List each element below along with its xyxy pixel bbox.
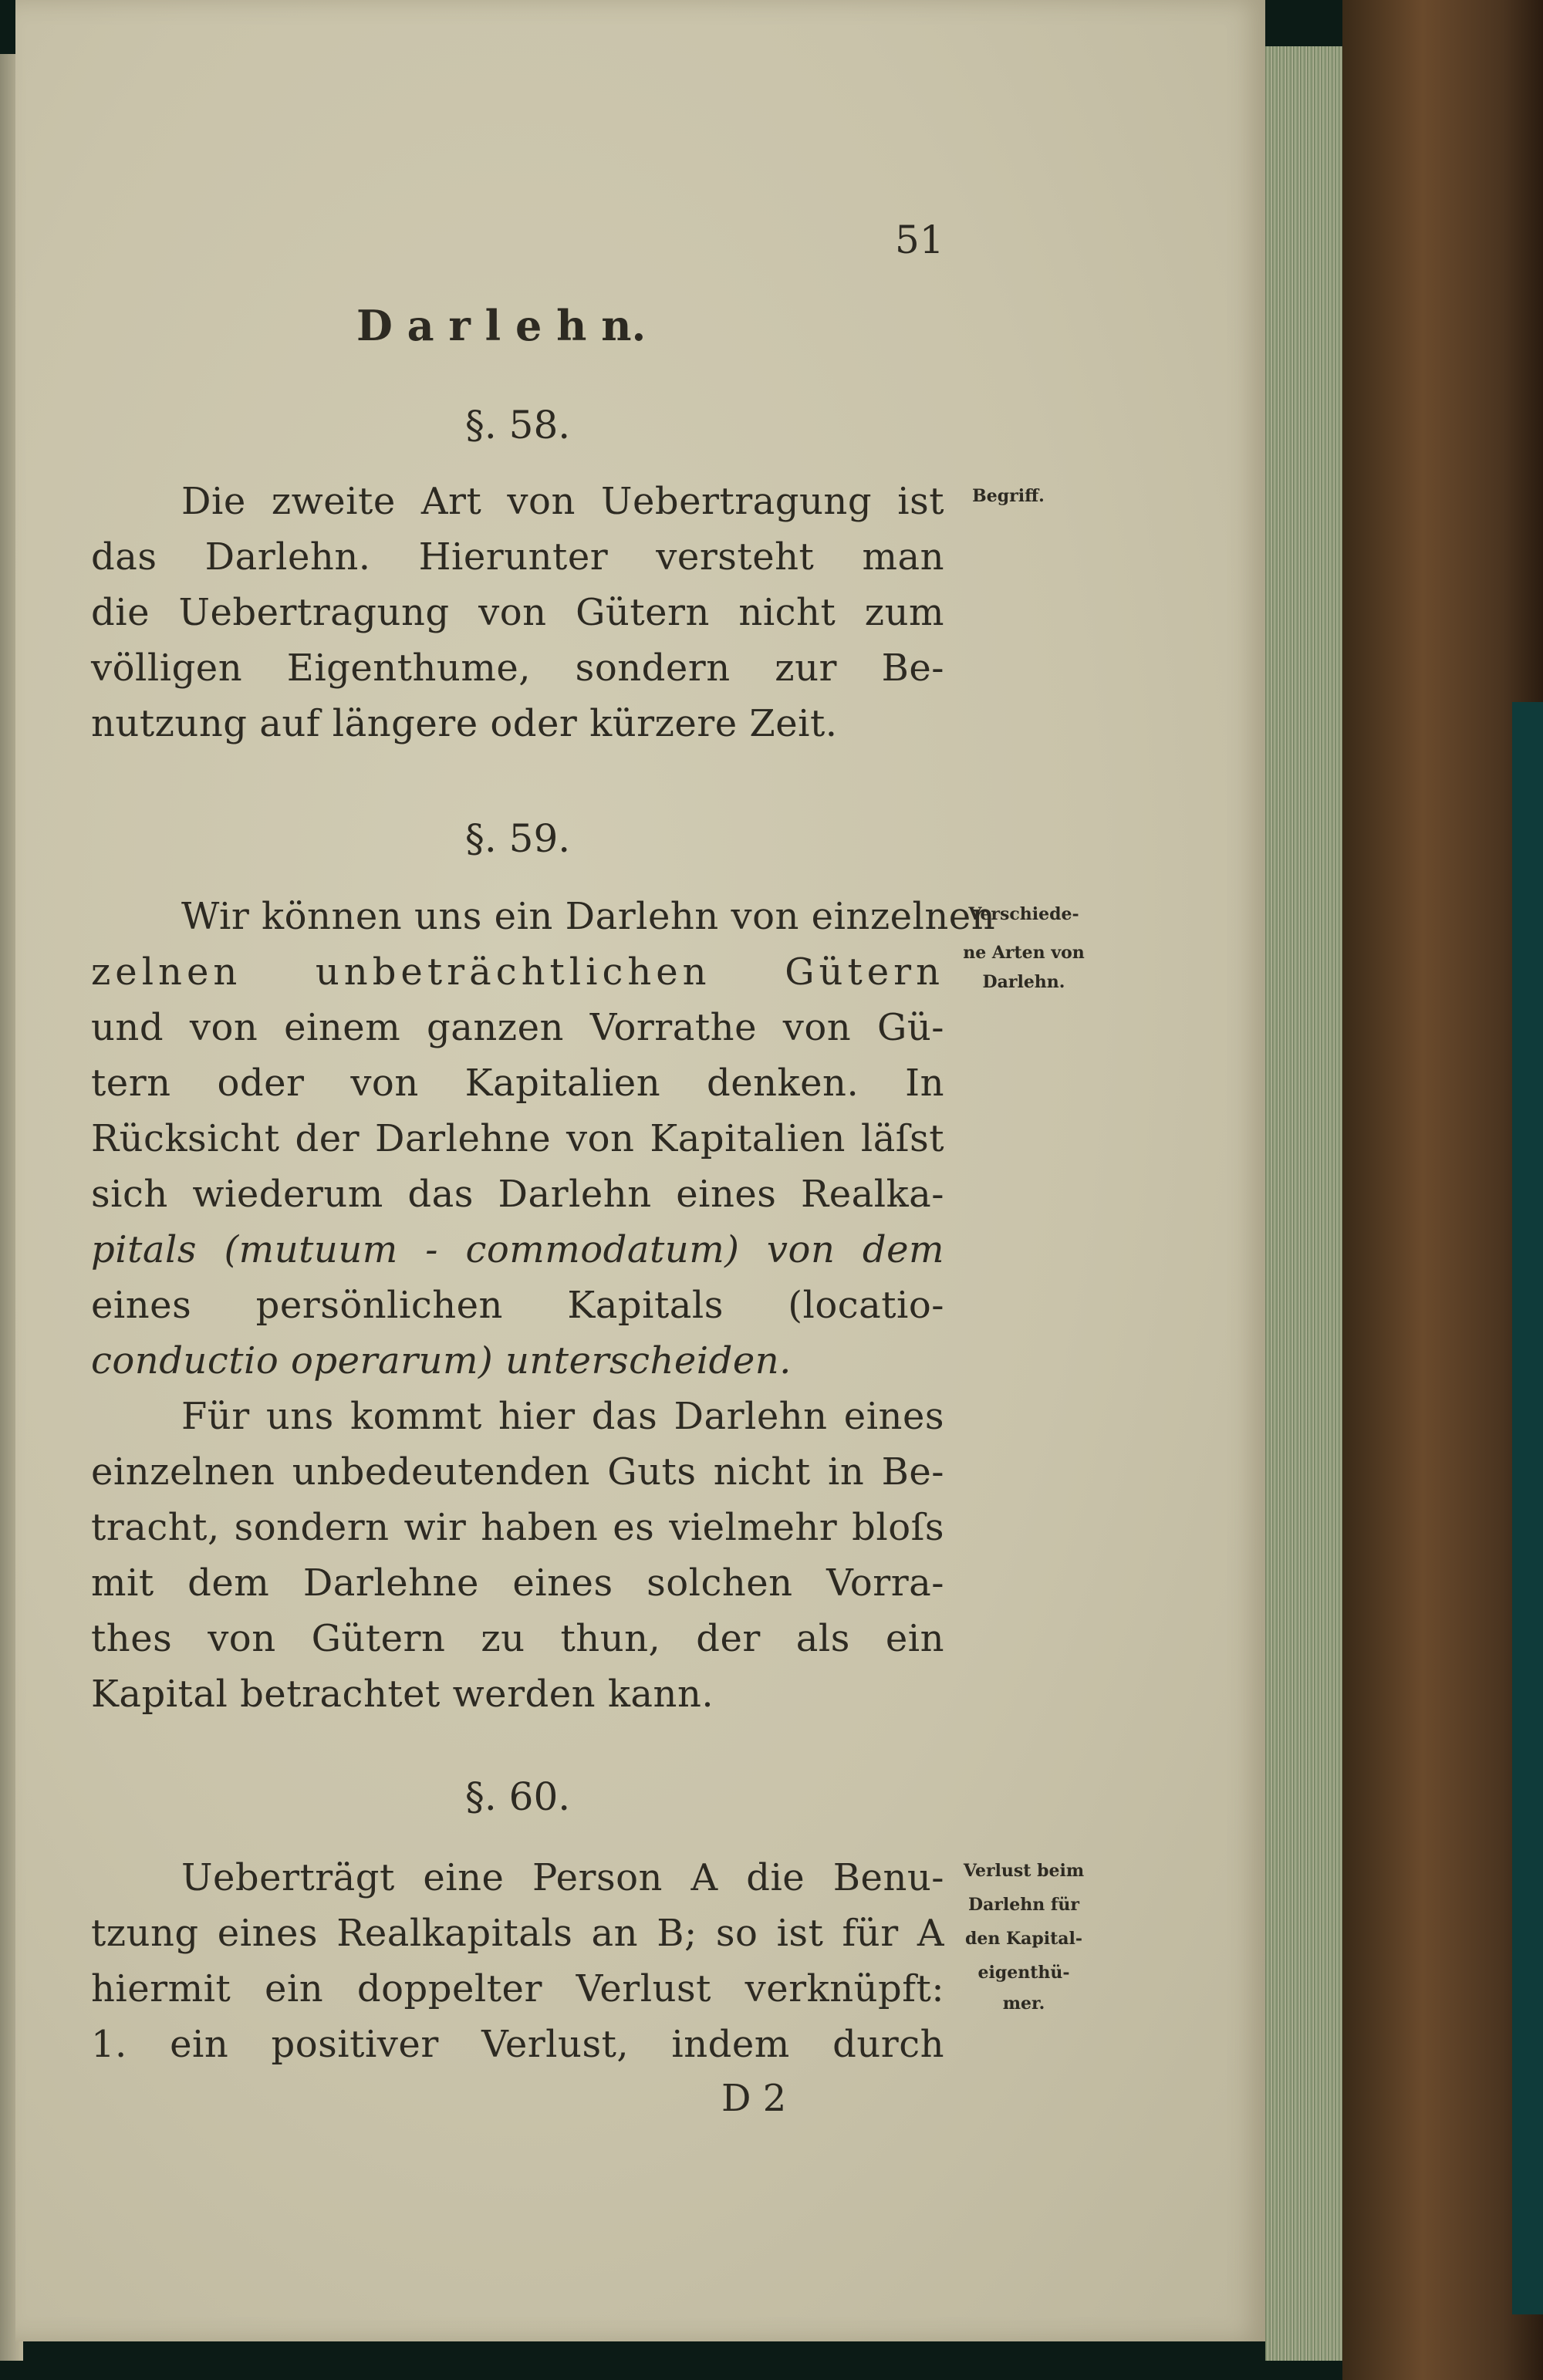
section-59-line-1: Wir können uns ein Darlehn von einzelnen xyxy=(181,895,996,938)
section-59-line-6: sich wiederum das Darlehn eines Realka- xyxy=(91,1173,944,1216)
marginal-note-60-line-3: den Kapital- xyxy=(964,1929,1083,1949)
section-59-line-9: conductio operarum) unterscheiden. xyxy=(91,1339,792,1382)
marginal-note-59-line-3: Darlehn. xyxy=(982,972,1065,992)
section-59-line-13: mit dem Darlehne eines solchen Vorra- xyxy=(91,1561,944,1605)
section-58-line-5: nutzung auf längere oder kürzere Zeit. xyxy=(91,702,838,745)
section-60-label: §. 60. xyxy=(464,1774,571,1819)
marginal-note-58: Begriff. xyxy=(972,486,1045,506)
marginal-note-60-line-4: eigenthü- xyxy=(977,1963,1070,1983)
marginal-note-60-line-2: Darlehn für xyxy=(968,1895,1079,1915)
page-number: 51 xyxy=(895,218,944,262)
marginal-note-59-line-2: ne Arten von xyxy=(963,943,1085,963)
section-59-line-12: tracht, sondern wir haben es vielmehr bloſs xyxy=(91,1506,944,1549)
cover-band xyxy=(1512,702,1543,2314)
section-59-line-7: pitals (mutuum - commodatum) von dem xyxy=(91,1228,944,1271)
chapter-heading: D a r l e h n. xyxy=(356,301,647,350)
section-58-line-1: Die zweite Art von Uebertragung ist xyxy=(181,480,944,523)
marginal-note-60-line-1: Verlust beim xyxy=(963,1861,1085,1881)
section-59-line-8: eines persönlichen Kapitals (locatio- xyxy=(91,1284,944,1327)
section-58-line-2: das Darlehn. Hierunter versteht man xyxy=(91,535,944,579)
section-59-line-10: Für uns kommt hier das Darlehn eines xyxy=(181,1395,944,1438)
marginal-note-59-line-1: Verschiede- xyxy=(968,904,1079,924)
signature-mark: D 2 xyxy=(721,2077,787,2120)
marginal-note-60-line-5: mer. xyxy=(1002,1993,1045,2014)
section-59-line-15: Kapital betrachtet werden kann. xyxy=(91,1673,714,1716)
section-60-line-3: hiermit ein doppelter Verlust verknüpft: xyxy=(91,1967,944,2010)
section-58-line-4: völligen Eigenthume, sondern zur Be- xyxy=(91,646,944,690)
page-block-edge xyxy=(1265,46,1342,2361)
section-60-line-1: Ueberträgt eine Person A die Benu- xyxy=(181,1856,944,1899)
section-59-line-3: und von einem ganzen Vorrathe von Gü- xyxy=(91,1006,944,1049)
section-59-line-2: zelnen unbeträchtlichen Gütern xyxy=(91,950,944,994)
section-60-line-2: tzung eines Realkapitals an B; so ist für A xyxy=(91,1912,944,1955)
section-59-label: §. 59. xyxy=(464,816,571,861)
section-59-line-11: einzelnen unbedeutenden Guts nicht in Be- xyxy=(91,1450,944,1494)
section-60-line-4: 1. ein positiver Verlust, indem durch xyxy=(91,2023,944,2066)
section-59-line-14: thes von Gütern zu thun, der als ein xyxy=(91,1617,944,1660)
section-59-line-5: Rücksicht der Darlehne von Kapitalien läſst xyxy=(91,1117,944,1160)
section-59-line-4: tern oder von Kapitalien denken. In xyxy=(91,1062,944,1105)
section-58-line-3: die Uebertragung von Gütern nicht zum xyxy=(91,591,944,634)
section-58-label: §. 58. xyxy=(464,403,571,447)
